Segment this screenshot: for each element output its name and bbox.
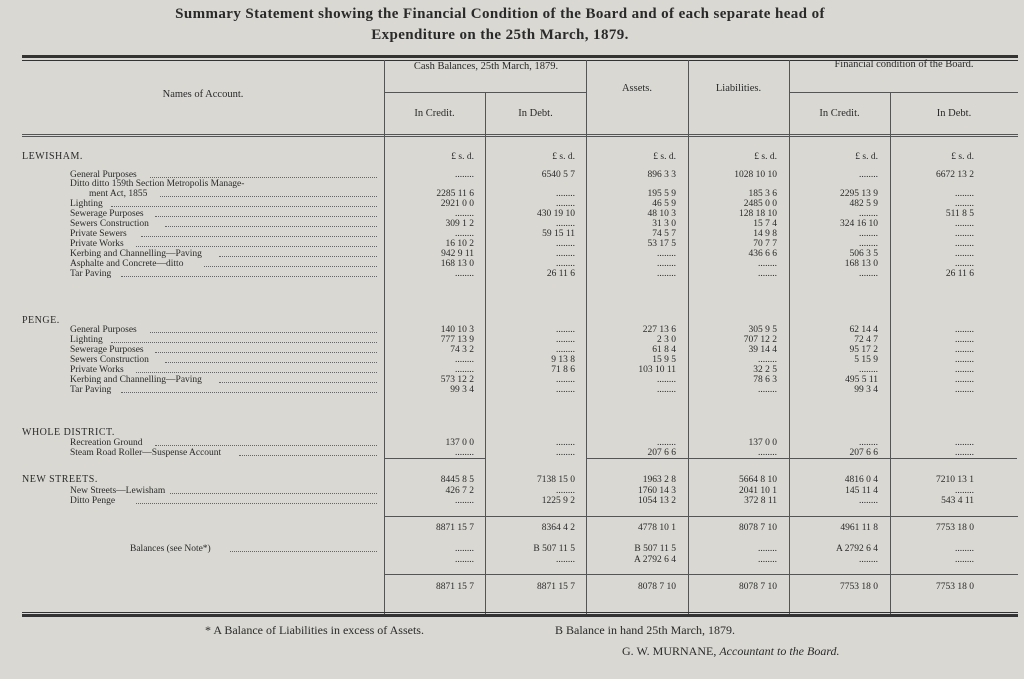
dot-leader [165,355,377,363]
table-row [22,448,1018,458]
amount-cell: ........ [758,259,777,269]
amount-cell: 8445 8 5 [440,475,474,485]
amount-cell: 8364 4 2 [541,523,575,533]
amount-cell: ........ [859,269,878,279]
amount-cell: 495 5 11 [845,375,878,385]
table-row [22,496,1018,506]
amount-cell: 137 0 0 [748,438,777,448]
amount-cell: 5664 8 10 [739,475,777,485]
table-row [22,249,1018,259]
amount-cell: ........ [859,555,878,565]
amount-cell: 7753 18 0 [936,523,974,533]
footnote-a: * A Balance of Liabilities in excess of Assets. [205,623,424,637]
account-label: Tar Paving [70,269,112,279]
table-row [22,199,1018,209]
table-row [22,179,1018,189]
dot-leader [155,438,377,446]
amount-cell: ........ [556,325,575,335]
header-assets: Assets. [621,83,653,94]
amount-cell: £ s. d. [451,152,474,162]
account-label: Recreation Ground [70,438,143,448]
dot-leader [111,335,377,343]
amount-cell: ........ [556,249,575,259]
amount-cell: £ s. d. [855,152,878,162]
dot-leader [111,199,377,207]
footnote-b: B Balance in hand 25th March, 1879. [555,623,735,637]
account-label: Balances (see Note*) [130,544,211,554]
amount-cell: ........ [657,259,676,269]
amount-cell: 168 13 0 [844,259,878,269]
amount-cell: 8871 15 7 [436,523,474,533]
amount-cell: 543 4 11 [941,496,974,506]
amount-cell: 62 14 4 [849,325,878,335]
amount-cell: 8078 7 10 [739,523,777,533]
account-label: Lighting [70,335,103,345]
table-row [22,229,1018,239]
amount-cell: 32 2 5 [753,365,777,375]
amount-cell: ........ [955,239,974,249]
bottom-rule [22,614,1018,617]
amount-cell: ........ [455,209,474,219]
dot-leader [141,229,377,237]
amount-cell: 71 8 6 [551,365,575,375]
dot-leader [121,385,377,393]
amount-cell: 15 9 5 [652,355,676,365]
amount-cell: ........ [859,496,878,506]
amount-cell: 195 5 9 [647,189,676,199]
amount-cell: 207 6 6 [849,448,878,458]
account-label: Sewers Construction [70,219,149,229]
sum-rule [384,458,485,459]
header-cash-debt: In Debt. [518,108,553,119]
amount-cell: ........ [955,325,974,335]
dot-leader [170,486,377,494]
amount-cell: 227 13 6 [642,325,676,335]
account-label: Sewers Construction [70,355,149,365]
amount-cell: 74 3 2 [450,345,474,355]
amount-cell: ........ [955,448,974,458]
table-row [22,345,1018,355]
top-rule [22,55,1018,58]
account-label: Tar Paving [70,385,112,395]
amount-cell: ........ [556,199,575,209]
amount-cell: 511 8 5 [945,209,974,219]
table-row [22,219,1018,229]
amount-cell: 506 3 5 [849,249,878,259]
header-bottom-rule [22,136,1018,137]
title-line-1: Summary Statement showing the Financial Condition of the Board and of each separate head of [175,6,825,22]
amount-cell: ........ [657,249,676,259]
amount-cell: 324 16 10 [840,219,878,229]
sum-rule [384,516,1018,517]
dot-leader [150,170,377,178]
section-label: LEWISHAM. [22,151,83,162]
dot-leader [219,249,377,257]
amount-cell: ........ [758,385,777,395]
amount-cell: £ s. d. [754,152,777,162]
amount-cell: 6540 5 7 [541,170,575,180]
amount-cell: 99 3 4 [854,385,878,395]
dot-leader [239,448,377,456]
dot-leader [160,189,377,197]
amount-cell: 7753 18 0 [936,582,974,592]
amount-cell: ........ [955,259,974,269]
amount-cell: ........ [556,385,575,395]
section-label: WHOLE DISTRICT. [22,427,115,438]
amount-cell: 1225 9 2 [541,496,575,506]
amount-cell: 942 9 11 [441,249,474,259]
table-row [22,523,1018,533]
account-label: Sewerage Purposes [70,209,144,219]
table-row [22,582,1018,592]
amount-cell: ........ [455,544,474,554]
amount-cell: ........ [556,259,575,269]
amount-cell: 48 10 3 [647,209,676,219]
amount-cell: ........ [758,355,777,365]
amount-cell: B 507 11 5 [634,544,676,554]
divider [789,92,1018,93]
dot-leader [165,219,377,227]
amount-cell: 6672 13 2 [936,170,974,180]
table-row [22,438,1018,448]
amount-cell: 2295 13 9 [840,189,878,199]
table-row [22,544,1018,554]
table-row [22,335,1018,345]
bottom-rule-thin [22,612,1018,613]
amount-cell: 9 13 8 [551,355,575,365]
section-row [22,428,1018,438]
amount-cell: 1963 2 8 [642,475,676,485]
amount-cell: 1054 13 2 [638,496,676,506]
dot-leader [204,259,377,267]
amount-cell: 26 11 6 [546,269,575,279]
amount-cell: ........ [859,438,878,448]
dot-leader [150,325,377,333]
amount-cell: 207 6 6 [647,448,676,458]
amount-cell: 145 11 4 [845,486,878,496]
amount-cell: 46 5 9 [652,199,676,209]
account-label: Sewerage Purposes [70,345,144,355]
amount-cell: ........ [657,385,676,395]
amount-cell: 430 19 10 [537,209,575,219]
amount-cell: ........ [556,555,575,565]
amount-cell: 185 3 6 [748,189,777,199]
amount-cell: 128 18 10 [739,209,777,219]
amount-cell: £ s. d. [951,152,974,162]
header-names: Names of Account. [162,89,244,100]
sum-rule [586,458,1017,459]
amount-cell: 26 11 6 [945,269,974,279]
table-row [22,555,1018,565]
section-label: PENGE. [22,315,60,326]
dot-leader [136,496,377,504]
account-label: Ditto Penge [70,496,116,506]
table-row [22,375,1018,385]
header-fin-debt: In Debt. [936,108,972,119]
header-fin-credit: In Credit. [819,108,860,119]
amount-cell: ........ [859,229,878,239]
amount-cell: ........ [859,170,878,180]
amount-cell: ........ [556,239,575,249]
amount-cell: 5 15 9 [854,355,878,365]
amount-cell: 72 4 7 [854,335,878,345]
amount-cell: ........ [955,486,974,496]
amount-cell: ........ [758,555,777,565]
amount-cell: A 2792 6 4 [634,555,676,565]
account-label: Ditto ditto 159th Section Metropolis Manage- [70,179,245,189]
account-label: New Streets—Lewisham [70,486,166,496]
amount-cell: ........ [657,438,676,448]
account-label: Private Works [70,239,124,249]
amount-cell: ........ [955,335,974,345]
amount-cell: £ s. d. [653,152,676,162]
signature [622,644,840,659]
amount-cell: 8078 7 10 [739,582,777,592]
header-liabilities: Liabilities. [715,83,762,94]
amount-cell: ........ [556,335,575,345]
header-cash-balances: Cash Balances, 25th March, 1879. [413,61,559,72]
amount-cell: 7138 15 0 [537,475,575,485]
account-label: Private Works [70,365,124,375]
amount-cell: ........ [556,486,575,496]
amount-cell: 8871 15 7 [436,582,474,592]
amount-cell: 2285 11 6 [436,189,474,199]
section-row [22,475,1018,485]
table-row [22,259,1018,269]
amount-cell: ........ [955,555,974,565]
amount-cell: ........ [955,229,974,239]
account-label: Kerbing and Channelling—Paving [70,249,202,259]
amount-cell: ........ [657,269,676,279]
amount-cell: 305 9 5 [748,325,777,335]
dot-leader [121,269,377,277]
table-row [22,385,1018,395]
divider [384,92,586,93]
amount-cell: 16 10 2 [445,239,474,249]
amount-cell: ........ [556,219,575,229]
amount-cell: 896 3 3 [647,170,676,180]
amount-cell: ........ [455,269,474,279]
table-row [22,355,1018,365]
amount-cell: 103 10 11 [638,365,676,375]
amount-cell: ........ [455,496,474,506]
amount-cell: ........ [556,448,575,458]
amount-cell: 1028 10 10 [734,170,777,180]
amount-cell: ........ [455,170,474,180]
amount-cell: ........ [859,365,878,375]
amount-cell: ........ [859,209,878,219]
amount-cell: 2 3 0 [657,335,676,345]
amount-cell: ........ [955,249,974,259]
table-row [22,269,1018,279]
amount-cell: 2041 10 1 [739,486,777,496]
amount-cell: ........ [455,365,474,375]
section-label: NEW STREETS. [22,474,98,485]
amount-cell: 436 6 6 [748,249,777,259]
account-label: Asphalte and Concrete—ditto [70,259,184,269]
signature-name: G. W. MURNANE, [622,644,717,658]
title-line-2: Expenditure on the 25th March, 1879. [371,27,629,43]
account-label: ment Act, 1855 [89,189,148,199]
dot-leader [136,365,377,373]
amount-cell: 4961 11 8 [840,523,878,533]
amount-cell: 59 15 11 [542,229,575,239]
account-label: Steam Road Roller—Suspense Account [70,448,222,458]
amount-cell: ........ [955,189,974,199]
amount-cell: 137 0 0 [445,438,474,448]
header-financial-condition: Financial condition of the Board. [834,59,974,70]
table-row [22,189,1018,199]
signature-title: Accountant to the Board. [719,644,840,658]
dot-leader [155,209,377,217]
amount-cell: ........ [657,375,676,385]
dot-leader [219,375,377,383]
amount-cell: ........ [955,438,974,448]
amount-cell: ........ [955,199,974,209]
amount-cell: 74 5 7 [652,229,676,239]
amount-cell: 482 5 9 [849,199,878,209]
amount-cell: 31 3 0 [652,219,676,229]
amount-cell: 14 9 8 [753,229,777,239]
amount-cell: 99 3 4 [450,385,474,395]
amount-cell: 573 12 2 [440,375,474,385]
amount-cell: ........ [455,448,474,458]
table-row [22,365,1018,375]
amount-cell: 15 7 4 [753,219,777,229]
amount-cell: ........ [556,375,575,385]
amount-cell: ........ [955,375,974,385]
amount-cell: ........ [455,555,474,565]
section-row [22,152,1018,162]
amount-cell: ........ [955,219,974,229]
amount-cell: 2921 0 0 [440,199,474,209]
table-row [22,486,1018,496]
account-label: Lighting [70,199,103,209]
amount-cell: ........ [758,448,777,458]
table-row [22,209,1018,219]
amount-cell: 7753 18 0 [840,582,878,592]
amount-cell: 1760 14 3 [638,486,676,496]
amount-cell: ........ [955,355,974,365]
dot-leader [155,345,377,353]
amount-cell: £ s. d. [552,152,575,162]
amount-cell: ........ [455,355,474,365]
amount-cell: ........ [556,345,575,355]
account-label: General Purposes [70,170,137,180]
amount-cell: 61 8 4 [652,345,676,355]
amount-cell: 70 7 7 [753,239,777,249]
sum-rule [384,574,1018,575]
amount-cell: 426 7 2 [445,486,474,496]
amount-cell: 777 13 9 [440,335,474,345]
amount-cell: ........ [955,544,974,554]
amount-cell: 707 12 2 [743,335,777,345]
amount-cell: 140 10 3 [440,325,474,335]
header-bottom-rule [22,134,1018,135]
amount-cell: 372 8 11 [744,496,777,506]
amount-cell: ........ [955,345,974,355]
amount-cell: ........ [859,239,878,249]
amount-cell: ........ [556,438,575,448]
amount-cell: 168 13 0 [440,259,474,269]
amount-cell: 39 14 4 [748,345,777,355]
amount-cell: ........ [455,229,474,239]
table-row [22,325,1018,335]
amount-cell: ........ [955,365,974,375]
amount-cell: ........ [556,189,575,199]
amount-cell: A 2792 6 4 [836,544,878,554]
amount-cell: 8871 15 7 [537,582,575,592]
amount-cell: 53 17 5 [647,239,676,249]
amount-cell: ........ [758,544,777,554]
account-label: General Purposes [70,325,137,335]
header-cash-credit: In Credit. [414,108,455,119]
amount-cell: B 507 11 5 [533,544,575,554]
amount-cell: 78 6 3 [753,375,777,385]
amount-cell: 4816 0 4 [844,475,878,485]
amount-cell: ........ [955,385,974,395]
table-row [22,239,1018,249]
amount-cell: 95 17 2 [849,345,878,355]
dot-leader [230,544,377,552]
amount-cell: 8078 7 10 [638,582,676,592]
amount-cell: ........ [758,269,777,279]
dot-leader [136,239,377,247]
amount-cell: 309 1 2 [445,219,474,229]
amount-cell: 2485 0 0 [743,199,777,209]
amount-cell: 7210 13 1 [936,475,974,485]
account-label: Private Sewers [70,229,127,239]
amount-cell: 4778 10 1 [638,523,676,533]
account-label: Kerbing and Channelling—Paving [70,375,202,385]
